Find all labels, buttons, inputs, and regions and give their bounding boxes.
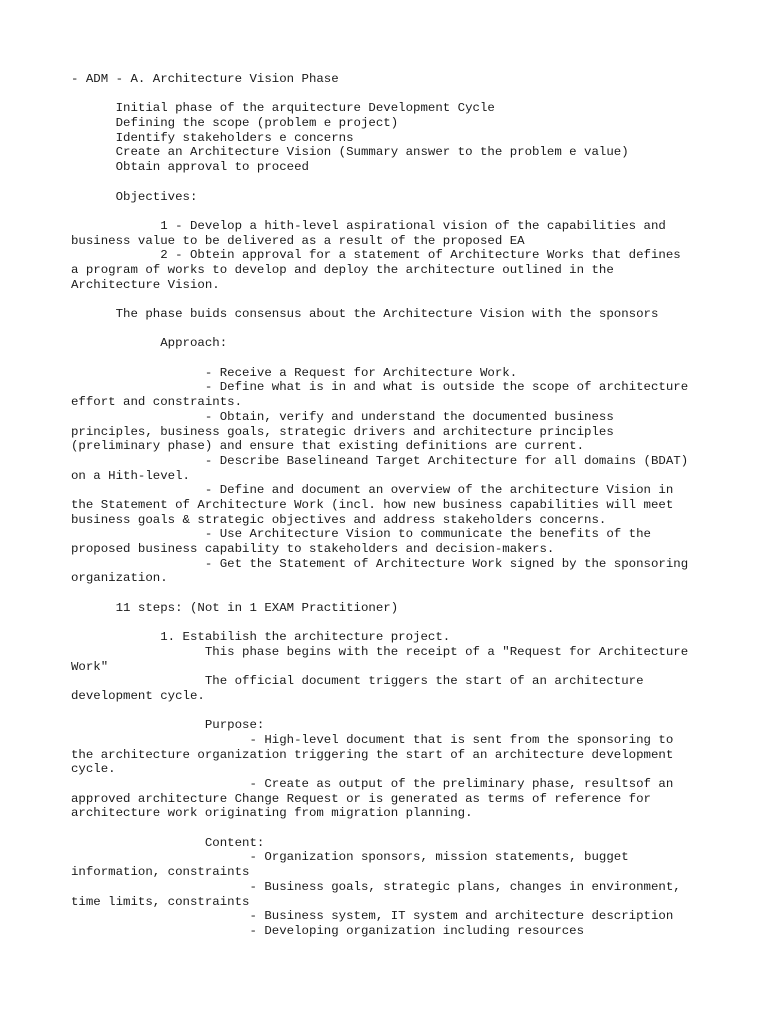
text-line: Defining the scope (problem e project) (71, 116, 399, 131)
text-line: - Developing organization including resources (71, 923, 585, 938)
text-line: time limits, constraints (71, 894, 250, 909)
text-line: (preliminary phase) and ensure that existing definitions are current. (71, 439, 585, 454)
text-line (71, 615, 731, 630)
text-line: 11 steps: (Not in 1 EXAM Practitioner) (71, 600, 399, 615)
text-line: This phase begins with the receipt of a "Request for Architecture (71, 644, 689, 659)
text-line: information, constraints (71, 865, 250, 880)
text-line: - Receive a Request for Architecture Work. (71, 365, 518, 380)
text-line: the architecture organization triggering the start of an architecture development (71, 747, 674, 762)
text-line: 1 - Develop a hith-level aspirational vision of the capabilities and (71, 218, 666, 233)
text-line: - Organization sponsors, mission statements, bugget (71, 850, 629, 865)
text-line: effort and constraints. (71, 395, 243, 410)
text-line: a program of works to develop and deploy the architecture outlined in the (71, 262, 614, 277)
text-line: - High-level document that is sent from the sponsoring to (71, 732, 674, 747)
text-line: Initial phase of the arquitecture Development Cycle (71, 101, 495, 116)
text-line (71, 87, 731, 102)
text-line: The official document triggers the start of an architecture (71, 674, 644, 689)
text-line: development cycle. (71, 688, 205, 703)
text-line: - Obtain, verify and understand the documented business (71, 409, 614, 424)
text-line: on a Hith-level. (71, 468, 190, 483)
text-line: 2 - Obtein approval for a statement of Architecture Works that defines (71, 248, 681, 263)
text-line: Create an Architecture Vision (Summary answer to the problem e value) (71, 145, 629, 160)
text-line: - ADM - A. Architecture Vision Phase (71, 72, 339, 86)
text-line: Identify stakeholders e concerns (71, 130, 354, 145)
text-line: Work" (71, 659, 109, 674)
text-line: - Create as output of the preliminary phase, resultsof an (71, 777, 674, 791)
text-line (71, 322, 731, 337)
text-line: approved architecture Change Request or is generated as terms of reference for (71, 791, 651, 806)
text-line: Architecture Vision. (71, 277, 220, 292)
text-line: The phase buids consensus about the Architecture Vision with the sponsors (71, 307, 659, 321)
text-line (71, 704, 731, 719)
text-line (71, 586, 731, 601)
text-line: - Use Architecture Vision to communicate the benefits of the (71, 527, 651, 542)
text-line: - Define what is in and what is outside the scope of architecture (71, 380, 689, 395)
text-line: 1. Estabilish the architecture project. (71, 630, 451, 645)
text-line: organization. (71, 571, 168, 586)
document-body (71, 72, 731, 939)
text-line (71, 204, 731, 219)
text-line: Purpose: (71, 718, 265, 733)
text-line (71, 351, 731, 366)
text-line: business value to be delivered as a result of the proposed EA (71, 233, 525, 248)
text-line: the Statement of Architecture Work (incl. how new business capabilities will meet (71, 497, 674, 512)
text-line (71, 821, 731, 836)
text-line: Approach: (71, 336, 228, 351)
text-line: cycle. (71, 762, 116, 777)
text-line: proposed business capability to stakeholders and decision-makers. (71, 542, 555, 556)
text-line: - Get the Statement of Architecture Work signed by the sponsoring (71, 556, 689, 571)
text-line: - Business goals, strategic plans, changes in environment, (71, 879, 681, 894)
text-line: Objectives: (71, 189, 198, 204)
text-line: - Describe Baselineand Target Architecture for all domains (BDAT) (71, 453, 689, 468)
text-line (71, 175, 731, 190)
text-line: principles, business goals, strategic drivers and architecture principles (71, 424, 614, 439)
text-line: architecture work originating from migration planning. (71, 806, 473, 821)
text-line: business goals & strategic objectives and address stakeholders concerns. (71, 512, 607, 527)
text-line: - Define and document an overview of the architecture Vision in (71, 483, 674, 498)
text-line: - Business system, IT system and architecture description (71, 909, 674, 924)
text-line: Content: (71, 835, 265, 850)
text-line: Obtain approval to proceed (71, 160, 309, 175)
text-line (71, 292, 731, 307)
